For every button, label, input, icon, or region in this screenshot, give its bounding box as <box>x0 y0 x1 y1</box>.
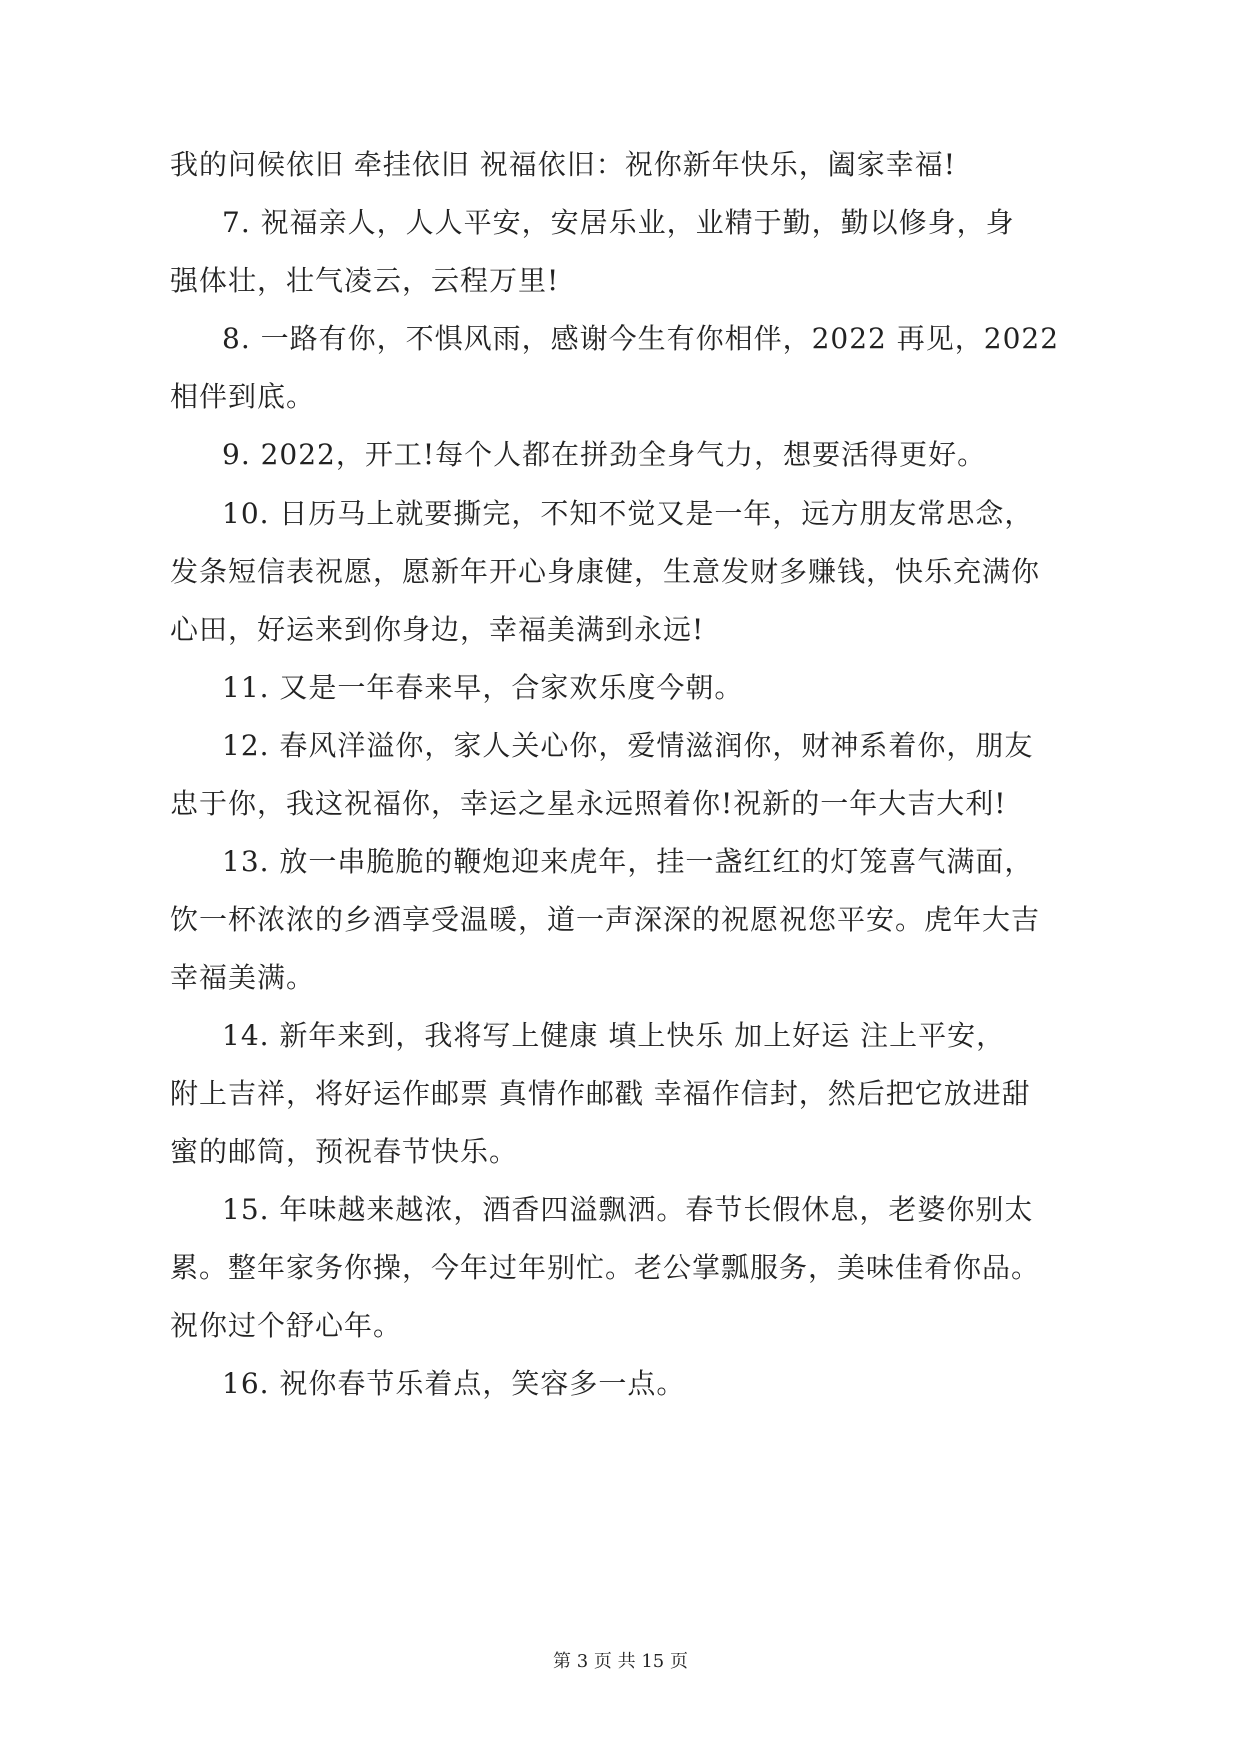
text-line: 15. 年味越来越浓，酒香四溢飘洒。春节长假休息，老婆你别太 <box>222 1193 1034 1226</box>
text-line: 11. 又是一年春来早，合家欢乐度今朝。 <box>222 671 744 704</box>
text-line: 心田，好运来到你身边，幸福美满到永远! <box>170 613 705 646</box>
text-line: 幸福美满。 <box>170 961 316 994</box>
text-line: 8. 一路有你，不惧风雨，感谢今生有你相伴，2022 再见，2022 <box>222 322 1060 355</box>
page-number: 第 3 页 共 15 页 <box>553 1651 688 1672</box>
text-line: 发条短信表祝愿，愿新年开心身康健，生意发财多赚钱，快乐充满你 <box>170 555 1041 588</box>
text-line: 相伴到底。 <box>170 380 316 413</box>
text-line: 14. 新年来到，我将写上健康 填上快乐 加上好运 注上平安， <box>222 1019 1006 1052</box>
text-line: 饮一杯浓浓的乡酒享受温暖，道一声深深的祝愿祝您平安。虎年大吉 <box>170 903 1041 936</box>
text-line: 12. 春风洋溢你，家人关心你，爱情滋润你，财神系着你，朋友 <box>222 729 1034 762</box>
text-line: 我的问候依旧 牵挂依旧 祝福依旧：祝你新年快乐，阖家幸福! <box>170 148 957 181</box>
text-line: 强体壮，壮气凌云，云程万里! <box>170 264 560 297</box>
text-line: 13. 放一串脆脆的鞭炮迎来虎年，挂一盏红红的灯笼喜气满面， <box>222 845 1034 878</box>
text-line: 10. 日历马上就要撕完，不知不觉又是一年，远方朋友常思念， <box>222 497 1034 530</box>
text-line: 累。整年家务你操，今年过年别忙。老公掌瓢服务，美味佳肴你品。 <box>170 1251 1041 1284</box>
text-line: 忠于你，我这祝福你，幸运之星永远照着你!祝新的一年大吉大利! <box>170 787 1007 820</box>
text-line: 祝你过个舒心年。 <box>170 1309 403 1342</box>
text-line: 蜜的邮筒，预祝春节快乐。 <box>170 1135 519 1168</box>
text-line: 附上吉祥，将好运作邮票 真情作邮戳 幸福作信封，然后把它放进甜 <box>170 1077 1031 1110</box>
text-line: 16. 祝你春节乐着点，笑容多一点。 <box>222 1367 686 1400</box>
text-line: 9. 2022，开工!每个人都在拼劲全身气力，想要活得更好。 <box>222 438 987 471</box>
text-line: 7. 祝福亲人，人人平安，安居乐业，业精于勤，勤以修身，身 <box>222 206 1015 239</box>
